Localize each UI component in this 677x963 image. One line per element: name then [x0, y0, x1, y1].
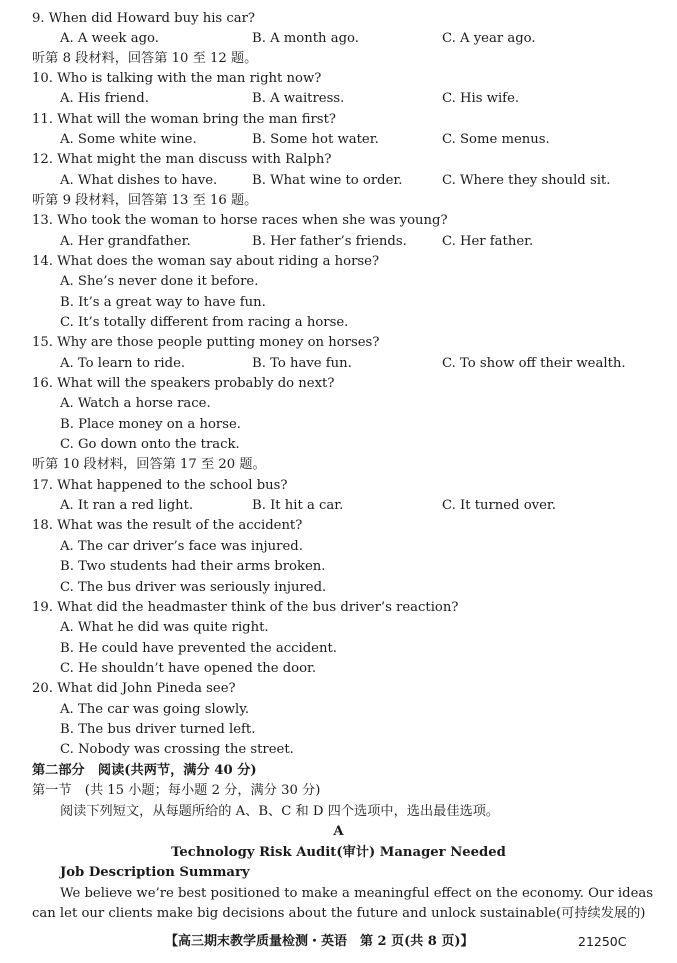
passage-line: We believe we’re best positioned to make a meaningful effect on the economy. Our ideas	[60, 886, 654, 901]
option-a: A. The car driver’s face was injured.	[60, 539, 303, 554]
question-20: 20. What did John Pineda see?	[32, 681, 236, 696]
question-11-options	[0, 130, 677, 150]
option-a: A. To learn to ride.	[60, 356, 186, 371]
option-b: B. Some hot water.	[252, 132, 379, 147]
option-c: C. He shouldn’t have opened the door.	[60, 661, 317, 676]
option-b: B. Two students had their arms broken.	[60, 559, 326, 574]
passage-line: can let our clients make big decisions about the future and unlock sustainable(可持续发展的)	[32, 906, 646, 921]
section-instruction-8: 听第 8 段材料，回答第 10 至 12 题。	[32, 51, 258, 66]
option-b: B. To have fun.	[252, 356, 352, 371]
question-13-options	[0, 232, 677, 252]
option-c: C. Her father.	[442, 234, 534, 249]
question-10-options	[0, 89, 677, 109]
option-b: B. A waitress.	[252, 91, 345, 106]
option-b: B. It hit a car.	[252, 498, 344, 513]
option-c: C. To show off their wealth.	[442, 356, 626, 371]
question-12: 12. What might the man discuss with Ralph?	[32, 152, 332, 167]
passage-heading: Job Description Summary	[60, 865, 250, 880]
question-15: 15. Why are those people putting money on horses?	[32, 335, 380, 350]
option-b: B. Her father’s friends.	[252, 234, 407, 249]
question-9-options	[0, 29, 677, 49]
question-17-options	[0, 496, 677, 516]
question-17: 17. What happened to the school bus?	[32, 478, 288, 493]
page-footer	[0, 932, 677, 952]
question-16: 16. What will the speakers probably do next?	[32, 376, 335, 391]
option-a: A. Watch a horse race.	[60, 396, 211, 411]
option-b: B. It’s a great way to have fun.	[60, 295, 266, 310]
footer-title: 【高三期末教学质量检测・英语 第 2 页(共 8 页)】	[165, 934, 474, 949]
footer-code: 21250C	[578, 934, 627, 949]
option-c: C. It’s totally different from racing a horse.	[60, 315, 349, 330]
option-c: C. Some menus.	[442, 132, 550, 147]
reading-instruction: 阅读下列短文，从每题所给的 A、B、C 和 D 四个选项中，选出最佳选项。	[60, 804, 500, 819]
section-heading: 第一节 (共 15 小题；每小题 2 分，满分 30 分)	[32, 783, 321, 798]
option-a: A. What dishes to have.	[60, 173, 218, 188]
option-a: A. A week ago.	[60, 31, 159, 46]
question-14: 14. What does the woman say about riding a horse?	[32, 254, 380, 269]
option-a: A. She’s never done it before.	[60, 274, 259, 289]
option-c: C. His wife.	[442, 91, 520, 106]
question-15-options	[0, 354, 677, 374]
passage-letter: A	[333, 824, 344, 839]
option-a: A. His friend.	[60, 91, 149, 106]
question-11: 11. What will the woman bring the man first?	[32, 112, 336, 127]
option-c: C. Nobody was crossing the street.	[60, 742, 294, 757]
option-b: B. Place money on a horse.	[60, 417, 241, 432]
option-b: B. What wine to order.	[252, 173, 403, 188]
question-12-options	[0, 171, 677, 191]
option-c: C. Go down onto the track.	[60, 437, 240, 452]
part-heading: 第二部分 阅读(共两节，满分 40 分)	[32, 763, 257, 778]
question-13: 13. Who took the woman to horse races when she was young?	[32, 213, 448, 228]
option-c: C. Where they should sit.	[442, 173, 611, 188]
option-b: B. The bus driver turned left.	[60, 722, 256, 737]
section-instruction-9: 听第 9 段材料，回答第 13 至 16 题。	[32, 193, 258, 208]
question-9: 9. When did Howard buy his car?	[32, 11, 256, 26]
passage-title: Technology Risk Audit(审计) Manager Needed	[171, 845, 506, 860]
question-18: 18. What was the result of the accident?	[32, 518, 303, 533]
option-c: C. It turned over.	[442, 498, 556, 513]
question-10: 10. Who is talking with the man right now?	[32, 71, 322, 86]
option-c: C. A year ago.	[442, 31, 536, 46]
option-a: A. Some white wine.	[60, 132, 197, 147]
option-a: A. Her grandfather.	[60, 234, 191, 249]
option-c: C. The bus driver was seriously injured.	[60, 580, 327, 595]
question-19: 19. What did the headmaster think of the bus driver’s reaction?	[32, 600, 459, 615]
option-a: A. What he did was quite right.	[60, 620, 269, 635]
option-b: B. He could have prevented the accident.	[60, 641, 337, 656]
option-a: A. It ran a red light.	[60, 498, 194, 513]
section-instruction-10: 听第 10 段材料，回答第 17 至 20 题。	[32, 457, 266, 472]
option-a: A. The car was going slowly.	[60, 702, 250, 717]
option-b: B. A month ago.	[252, 31, 359, 46]
